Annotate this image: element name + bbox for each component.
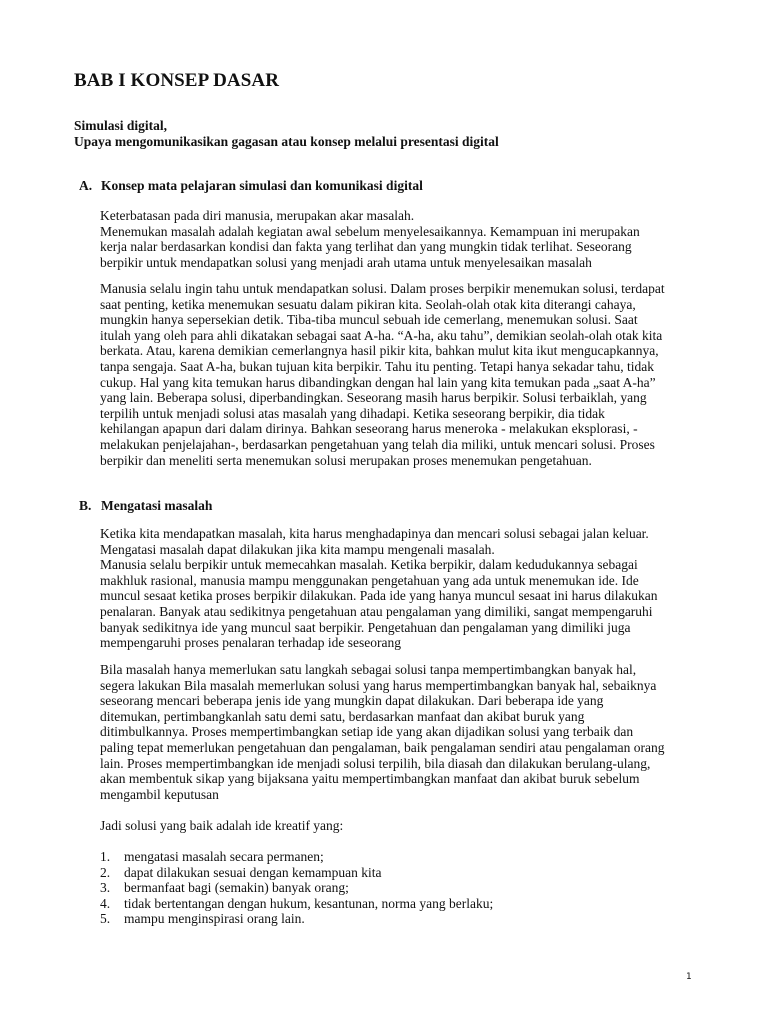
text-line: yang lain. Beberapa solusi, diperbandingkan. Seseorang masih harus berpikir. Solusi terbaiklah, yang	[100, 390, 647, 406]
section-a-title: Konsep mata pelajaran simulasi dan komunikasi digital	[101, 178, 423, 193]
list-text: mengatasi masalah secara permanen;	[124, 849, 324, 864]
section-a-paragraph-1	[100, 208, 700, 270]
section-b-paragraph-2	[100, 662, 700, 802]
section-b-paragraph-3	[100, 818, 700, 834]
list-text: mampu menginspirasi orang lain.	[124, 911, 305, 927]
text-line: Ketika kita mendapatkan masalah, kita harus menghadapinya dan mencari solusi sebagai jalan keluar.	[100, 526, 649, 541]
text-line: paling tepat memerlukan pengetahuan dan pengalaman, baik pengalaman sendiri atau pengalaman orang	[100, 739, 665, 755]
text-line: ditemukan, pertimbangkanlah satu demi satu, berdasarkan manfaat dan akibat buruk yang	[100, 708, 585, 724]
text-line: segera lakukan Bila masalah memerlukan solusi yang harus mempertimbangkan banyak hal, sebaiknya	[100, 677, 657, 693]
list-number: 4.	[100, 895, 111, 911]
text-line: terpilih untuk menjadi solusi atas masalah yang dihadapi. Ketika seseorang berpikir, dia tidak	[100, 405, 605, 421]
text-line: berpikir untuk mendapatkan solusi yang menjadi arah utama untuk menyelesaikan masalah	[100, 254, 592, 270]
text-line: muncul sesaat ketika proses berpikir dilakukan. Pada ide yang hanya muncul sesaat ini harus dilakukan	[100, 588, 658, 604]
text-line: banyak sedikitnya ide yang muncul saat berpikir. Pengetahuan dan pengalaman yang dimiliki juga	[100, 619, 631, 635]
text-line: cukup. Hal yang kita temukan harus dibandingkan dengan hal lain yang kita temukan pada „saat A-ha”	[100, 374, 656, 390]
list-number: 2.	[100, 864, 111, 880]
list-text: dapat dilakukan sesuai dengan kemampuan kita	[124, 864, 382, 880]
list-text: bermanfaat bagi (semakin) banyak orang;	[124, 880, 349, 896]
section-b-heading	[79, 498, 212, 514]
page-number: 1	[686, 972, 692, 982]
text-line: Jadi solusi yang baik adalah ide kreatif yang:	[100, 818, 344, 833]
text-line: lain. Proses mempertimbangkan ide menjadi solusi terpilih, bila diasah dan dilakukan berulang-ulang,	[100, 755, 651, 771]
text-line: Keterbatasan pada diri manusia, merupakan akar masalah.	[100, 208, 415, 223]
list-item	[100, 911, 493, 927]
section-b-paragraph-1	[100, 526, 700, 651]
text-line: kerja nalar berdasarkan kondisi dan fakta yang terlihat dan yang mungkin tidak terlihat. Seseorang	[100, 239, 632, 255]
text-line: Menemukan masalah adalah kegiatan awal sebelum menyelesaikannya. Kemampuan ini merupakan	[100, 223, 640, 239]
text-line: berkata. Atau, karena demikian cemerlangnya hasil pikir kita, bahkan mulut kita ikut mengucapkannya,	[100, 343, 659, 359]
text-line: seseorang mencari beberapa jenis ide yang mungkin dapat dilakukan. Dari beberapa ide yang	[100, 693, 604, 709]
section-b-letter: B.	[79, 498, 92, 513]
text-line: Manusia selalu berpikir untuk memecahkan masalah. Ketika berpikir, dalam kedudukannya sebagai	[100, 557, 638, 573]
list-number: 5.	[100, 911, 111, 927]
section-a-letter: A.	[79, 178, 93, 193]
section-a-paragraph-2	[100, 281, 700, 468]
list-item	[100, 849, 493, 865]
text-line: melakukan penjelajahan-, berdasarkan pengetahuan yang telah dia miliki, untuk mencari solusi. Proses	[100, 436, 655, 452]
text-line: Bila masalah hanya memerlukan satu langkah sebagai solusi tanpa mempertimbangkan banyak hal,	[100, 662, 637, 677]
list-item	[100, 880, 493, 896]
list-text: tidak bertentangan dengan hukum, kesantunan, norma yang berlaku;	[124, 895, 494, 911]
text-line: makhluk rasional, manusia mampu menggunakan pengetahuan yang ada untuk menemukan ide. Ide	[100, 572, 639, 588]
text-line: ditimbulkannya. Proses mempertimbangkan setiap ide yang akan dijadikan solusi yang terbaik dan	[100, 724, 634, 740]
text-line: mempengaruhi proses penalaran terhadap ide seseorang	[100, 635, 402, 651]
text-line: itulah yang oleh para ahli dikatakan sebagai saat A-ha. “A-ha, aku tahu”, demikian seolah-olah otak kita	[100, 327, 663, 343]
subtitle-block	[74, 118, 499, 150]
text-line: mungkin hanya sepersekian detik. Tiba-tiba muncul sebuah ide cemerlang, menemukan solusi. Saat	[100, 312, 638, 328]
section-b-title: Mengatasi masalah	[101, 498, 213, 513]
list-item	[100, 865, 493, 881]
text-line: saat penting, ketika menemukan sesuatu dalam pikiran kita. Seolah-olah otak kita diterangi cahaya,	[100, 296, 636, 312]
list-number: 3.	[100, 880, 111, 896]
text-line: berpikir dan meneliti serta menemukan solusi merupakan proses menemukan pengetahuan.	[100, 452, 592, 468]
subtitle-line-2: Upaya mengomunikasikan gagasan atau konsep melalui presentasi digital	[74, 134, 499, 149]
text-line: tanpa sengaja. Saat A-ha, bukan tujuan kita berpikir. Tahu itu penting. Tetapi hanya sekadar tahu, tidak	[100, 358, 654, 374]
text-line: akan membentuk sikap yang bijaksana yaitu mempertimbangkan manfaat dan akibat buruk sebelum	[100, 771, 640, 787]
text-line: kehilangan apapun dari dalam dirinya. Bahkan seseorang harus meneroka - melakukan eksplorasi, -	[100, 421, 638, 437]
text-line: Manusia selalu ingin tahu untuk mendapatkan solusi. Dalam proses berpikir menemukan solusi, terdapat	[100, 281, 665, 296]
text-line: penalaran. Banyak atau sedikitnya pengetahuan atau pengalaman yang dimiliki, sangat mempengaruhi	[100, 603, 653, 619]
subtitle-line-1: Simulasi digital,	[74, 118, 168, 133]
text-line: Mengatasi masalah dapat dilakukan jika kita mampu mengenali masalah.	[100, 541, 495, 557]
criteria-list	[100, 849, 493, 927]
text-line: mengambil keputusan	[100, 786, 219, 802]
list-number: 1.	[100, 849, 111, 864]
list-item	[100, 896, 493, 912]
chapter-title: BAB I KONSEP DASAR	[74, 70, 280, 91]
section-a-heading	[79, 178, 423, 194]
